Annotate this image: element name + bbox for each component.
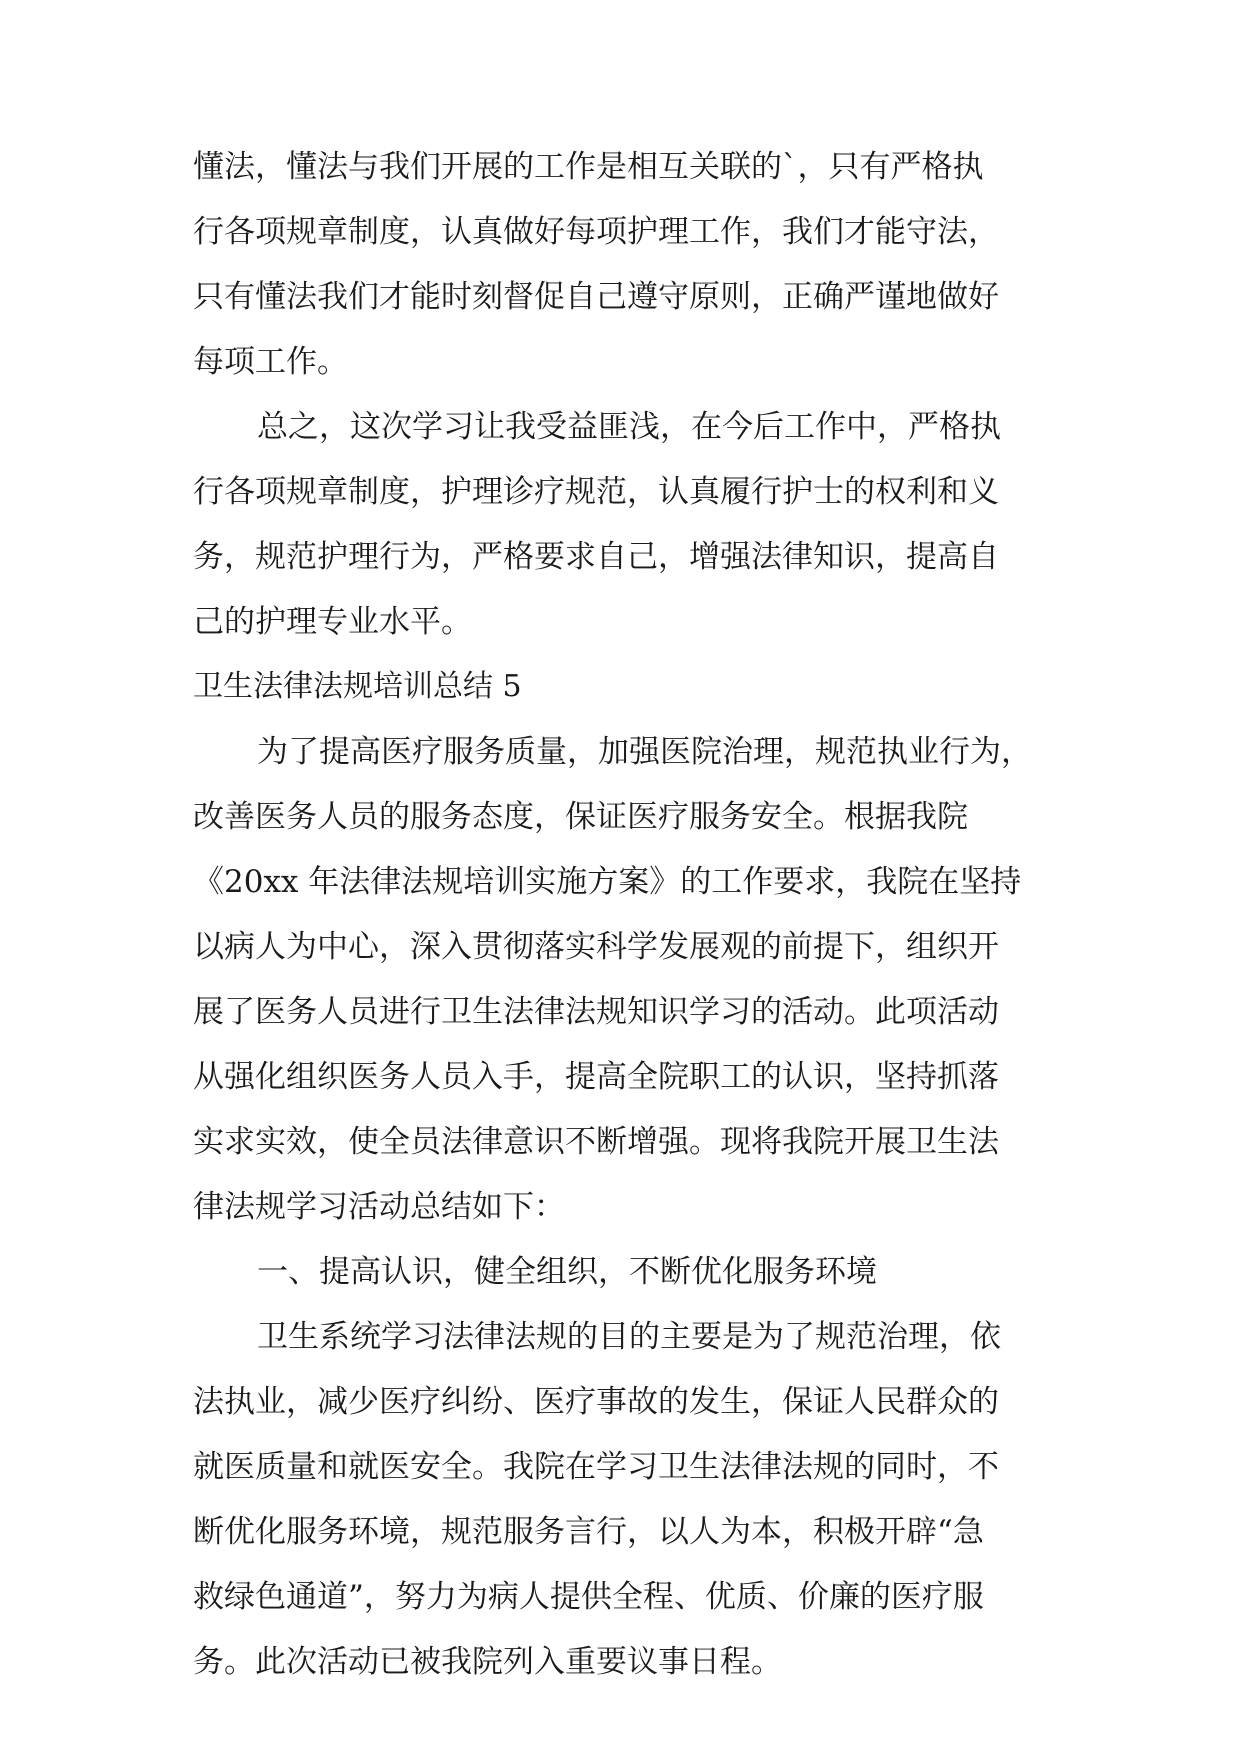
text-line: 每项工作。 [193, 344, 348, 380]
text-line: 实求实效，使全员法律意识不断增强。现将我院开展卫生法 [193, 1124, 999, 1160]
text-line: 只有懂法我们才能时刻督促自己遵守原则，正确严谨地做好 [193, 279, 999, 315]
text-line: 《20xx 年法律法规培训实施方案》的工作要求，我院在坚持 [193, 864, 1022, 900]
text-line: 行各项规章制度，认真做好每项护理工作，我们才能守法， [193, 214, 999, 250]
text-line: 以病人为中心，深入贯彻落实科学发展观的前提下，组织开 [193, 929, 999, 965]
paragraph-first-line: 总之，这次学习让我受益匪浅，在今后工作中，严格执 [257, 409, 1001, 445]
text-line: 务。此次活动已被我院列入重要议事日程。 [193, 1644, 782, 1680]
section-heading: 卫生法律法规培训总结 5 [193, 669, 522, 704]
text-line: 法执业，减少医疗纠纷、医疗事故的发生，保证人民群众的 [193, 1384, 999, 1420]
text-line: 律法规学习活动总结如下： [193, 1189, 565, 1225]
paragraph-first-line: 卫生系统学习法律法规的目的主要是为了规范治理，依 [257, 1319, 1001, 1355]
text-line: 务，规范护理行为，严格要求自己，增强法律知识，提高自 [193, 539, 999, 575]
text-line: 己的护理专业水平。 [193, 604, 472, 640]
text-line: 懂法，懂法与我们开展的工作是相互关联的`，只有严格执 [193, 149, 984, 185]
text-line: 就医质量和就医安全。我院在学习卫生法律法规的同时，不 [193, 1449, 999, 1485]
text-line: 展了医务人员进行卫生法律法规知识学习的活动。此项活动 [193, 994, 999, 1030]
paragraph-first-line: 为了提高医疗服务质量，加强医院治理，规范执业行为， [257, 734, 1032, 770]
text-line: 断优化服务环境，规范服务言行，以人为本，积极开辟“急 [193, 1514, 984, 1550]
subsection-heading: 一、提高认识，健全组织，不断优化服务环境 [257, 1254, 877, 1290]
text-line: 改善医务人员的服务态度，保证医疗服务安全。根据我院 [193, 799, 968, 835]
text-line: 救绿色通道”，努力为病人提供全程、优质、价廉的医疗服 [193, 1579, 984, 1615]
text-line: 从强化组织医务人员入手，提高全院职工的认识，坚持抓落 [193, 1059, 999, 1095]
text-line: 行各项规章制度，护理诊疗规范，认真履行护士的权利和义 [193, 474, 999, 510]
